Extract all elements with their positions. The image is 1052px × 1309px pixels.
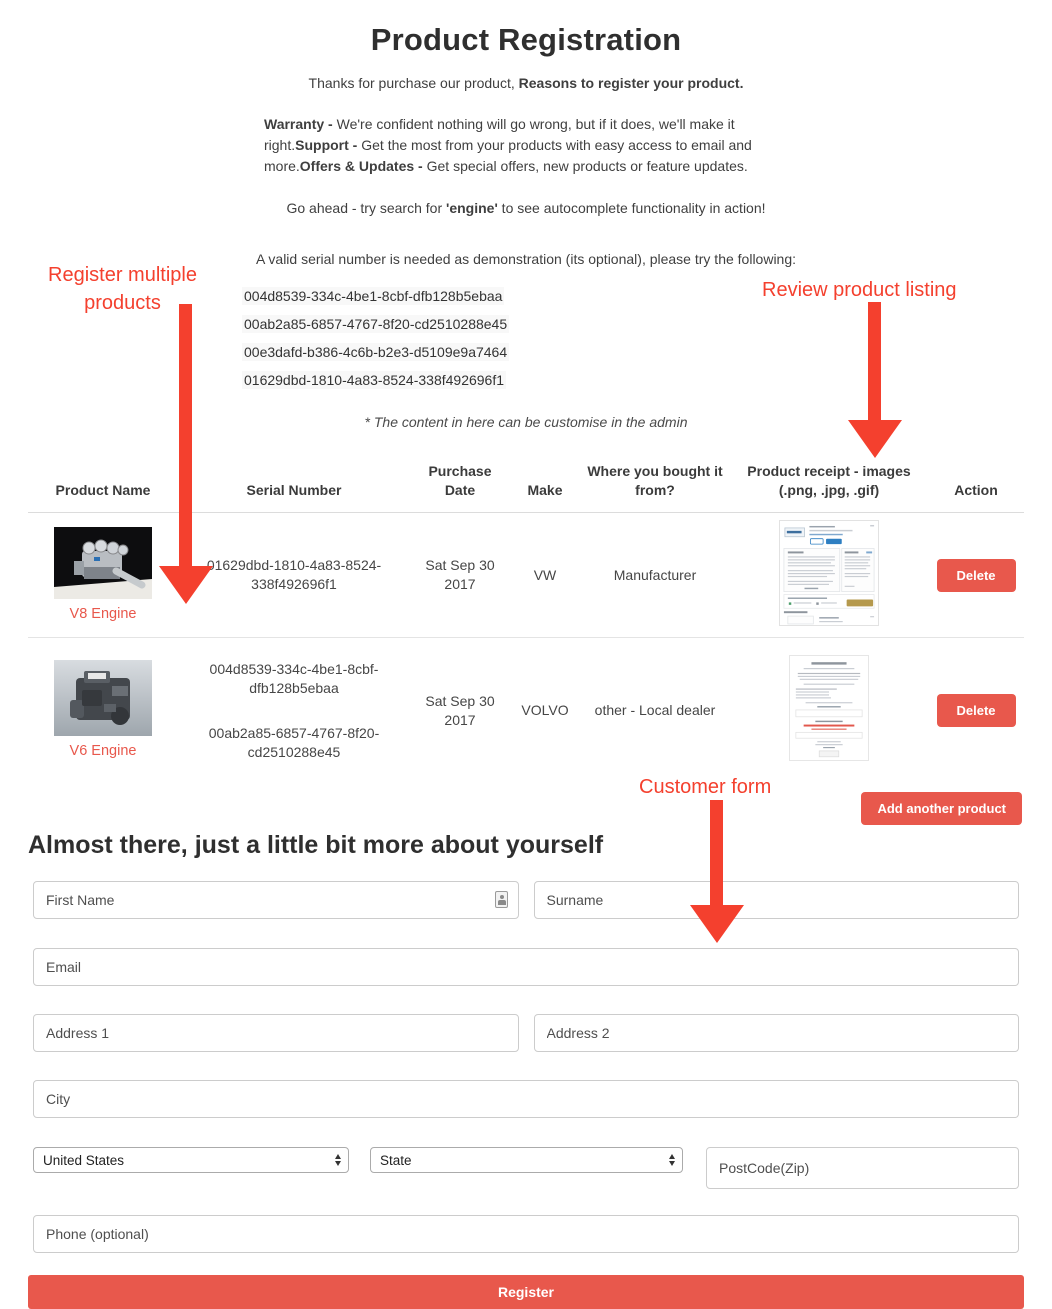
add-product-row (30, 792, 1022, 825)
serial-number-item: 00ab2a85-6857-4767-8f20-cd2510288e45 (244, 316, 508, 332)
annotation-review-listing: Review product listing (762, 279, 957, 301)
reason-support-label: Support - (295, 137, 362, 153)
intro-normal: Thanks for purchase our product, (308, 75, 519, 91)
serial-number-item: 01629dbd-1810-4a83-8524-338f492696f1 (244, 372, 505, 388)
serial-value: 00ab2a85-6857-4767-8f20-cd2510288e45 (208, 724, 380, 760)
down-arrow-icon (159, 566, 213, 604)
postcode-input[interactable] (706, 1147, 1019, 1189)
where-bought-cell: other - Local dealer (594, 702, 716, 718)
receipt-thumbnail-webpage (779, 520, 879, 626)
first-name-input[interactable] (33, 881, 519, 919)
make-cell: VW (533, 566, 557, 583)
admin-note: * The content in here can be customise in the admin (364, 414, 688, 430)
col-header-action: Action (954, 482, 998, 498)
serial-cell (178, 654, 410, 768)
product-name-link[interactable]: V8 Engine (69, 605, 137, 622)
table-row (28, 638, 1024, 783)
customer-section-heading: Almost there, just a little bit more about yourself (28, 831, 604, 859)
page-title: Product Registration (370, 22, 682, 57)
reason-support-text: Get the most from your products with easy access to email and more. (264, 137, 752, 174)
col-header-make: Make (527, 482, 563, 498)
search-hint-keyword: 'engine' (446, 200, 498, 216)
search-hint-text (0, 200, 1052, 216)
customer-form (33, 881, 1019, 1253)
intro-text (0, 75, 1052, 91)
select-arrows-icon (669, 1154, 675, 1166)
serial-number-item: 004d8539-334c-4be1-8cbf-dfb128b5ebaa (244, 288, 503, 304)
serial-value: 01629dbd-1810-4a83-8524-338f492696f1 (206, 557, 382, 592)
reason-warranty-text: We're confident nothing will go wrong, but if it does, we'll make it right. (264, 116, 735, 153)
product-name-link[interactable]: V6 Engine (69, 743, 137, 759)
country-select[interactable] (33, 1147, 349, 1173)
annotation-customer-form: Customer form (639, 776, 772, 798)
surname-input[interactable] (534, 881, 1020, 919)
reason-offers-label: Offers & Updates - (299, 158, 427, 174)
add-another-product-button[interactable]: Add another product (861, 792, 1022, 825)
receipt-cell (730, 514, 928, 637)
delete-button[interactable]: Delete (937, 559, 1016, 592)
reasons-text (264, 114, 788, 177)
col-header-where-bought: Where you bought it from? (587, 463, 723, 498)
address2-input[interactable] (534, 1014, 1020, 1052)
product-cell (28, 654, 178, 767)
purchase-date-cell: Sat Sep 30 2017 (425, 557, 495, 592)
down-arrow-icon (179, 304, 192, 567)
state-select[interactable] (370, 1147, 683, 1173)
register-row (28, 1275, 1024, 1309)
where-bought-cell: Manufacturer (613, 566, 697, 583)
address1-input[interactable] (33, 1014, 519, 1052)
autofill-contact-icon[interactable] (495, 891, 508, 908)
col-header-purchase-date: Purchase Date (428, 463, 492, 498)
down-arrow-icon (868, 302, 881, 422)
phone-input[interactable] (33, 1215, 1019, 1253)
col-header-serial-number: Serial Number (246, 482, 342, 498)
action-cell (928, 688, 1024, 733)
delete-button[interactable]: Delete (937, 694, 1016, 727)
product-table (28, 456, 1024, 783)
city-input[interactable] (33, 1080, 1019, 1118)
v8-engine-image (54, 527, 152, 599)
search-hint-pre: Go ahead - try search for (286, 200, 447, 216)
country-select-value: United States (43, 1152, 125, 1168)
down-arrow-icon (710, 800, 723, 907)
reason-warranty-label: Warranty - (264, 116, 337, 132)
serial-intro-text: A valid serial number is needed as demonstration (its optional), please try the following: (255, 251, 797, 267)
action-cell (928, 553, 1024, 598)
down-arrow-icon (690, 905, 744, 943)
receipt-cell (730, 649, 928, 772)
product-table-header (28, 456, 1024, 513)
search-hint-post: to see autocomplete functionality in action! (497, 200, 766, 216)
reason-offers-text: Get special offers, new products or feature updates. (426, 158, 748, 174)
serial-number-list (242, 288, 810, 388)
receipt-thumbnail-form-page (789, 655, 869, 761)
down-arrow-icon (848, 420, 902, 458)
col-header-receipt: Product receipt - images (.png, .jpg, .gif) (747, 463, 911, 498)
select-arrows-icon (335, 1154, 341, 1166)
register-button[interactable]: Register (28, 1275, 1024, 1309)
product-cell (28, 521, 178, 630)
serial-number-item: 00e3dafd-b386-4c6b-b2e3-d5109e9a7464 (244, 344, 508, 360)
purchase-date-cell: Sat Sep 30 2017 (425, 692, 495, 728)
email-input[interactable] (33, 948, 1019, 986)
v6-engine-image (54, 660, 152, 736)
serial-value: 004d8539-334c-4be1-8cbf-dfb128b5ebaa (209, 660, 379, 696)
state-select-value: State (380, 1152, 412, 1168)
make-cell: VOLVO (521, 702, 569, 718)
annotation-register-multiple: Register multiple products (48, 264, 197, 314)
intro-bold: Reasons to register your product. (518, 75, 744, 91)
col-header-product-name: Product Name (55, 482, 151, 498)
